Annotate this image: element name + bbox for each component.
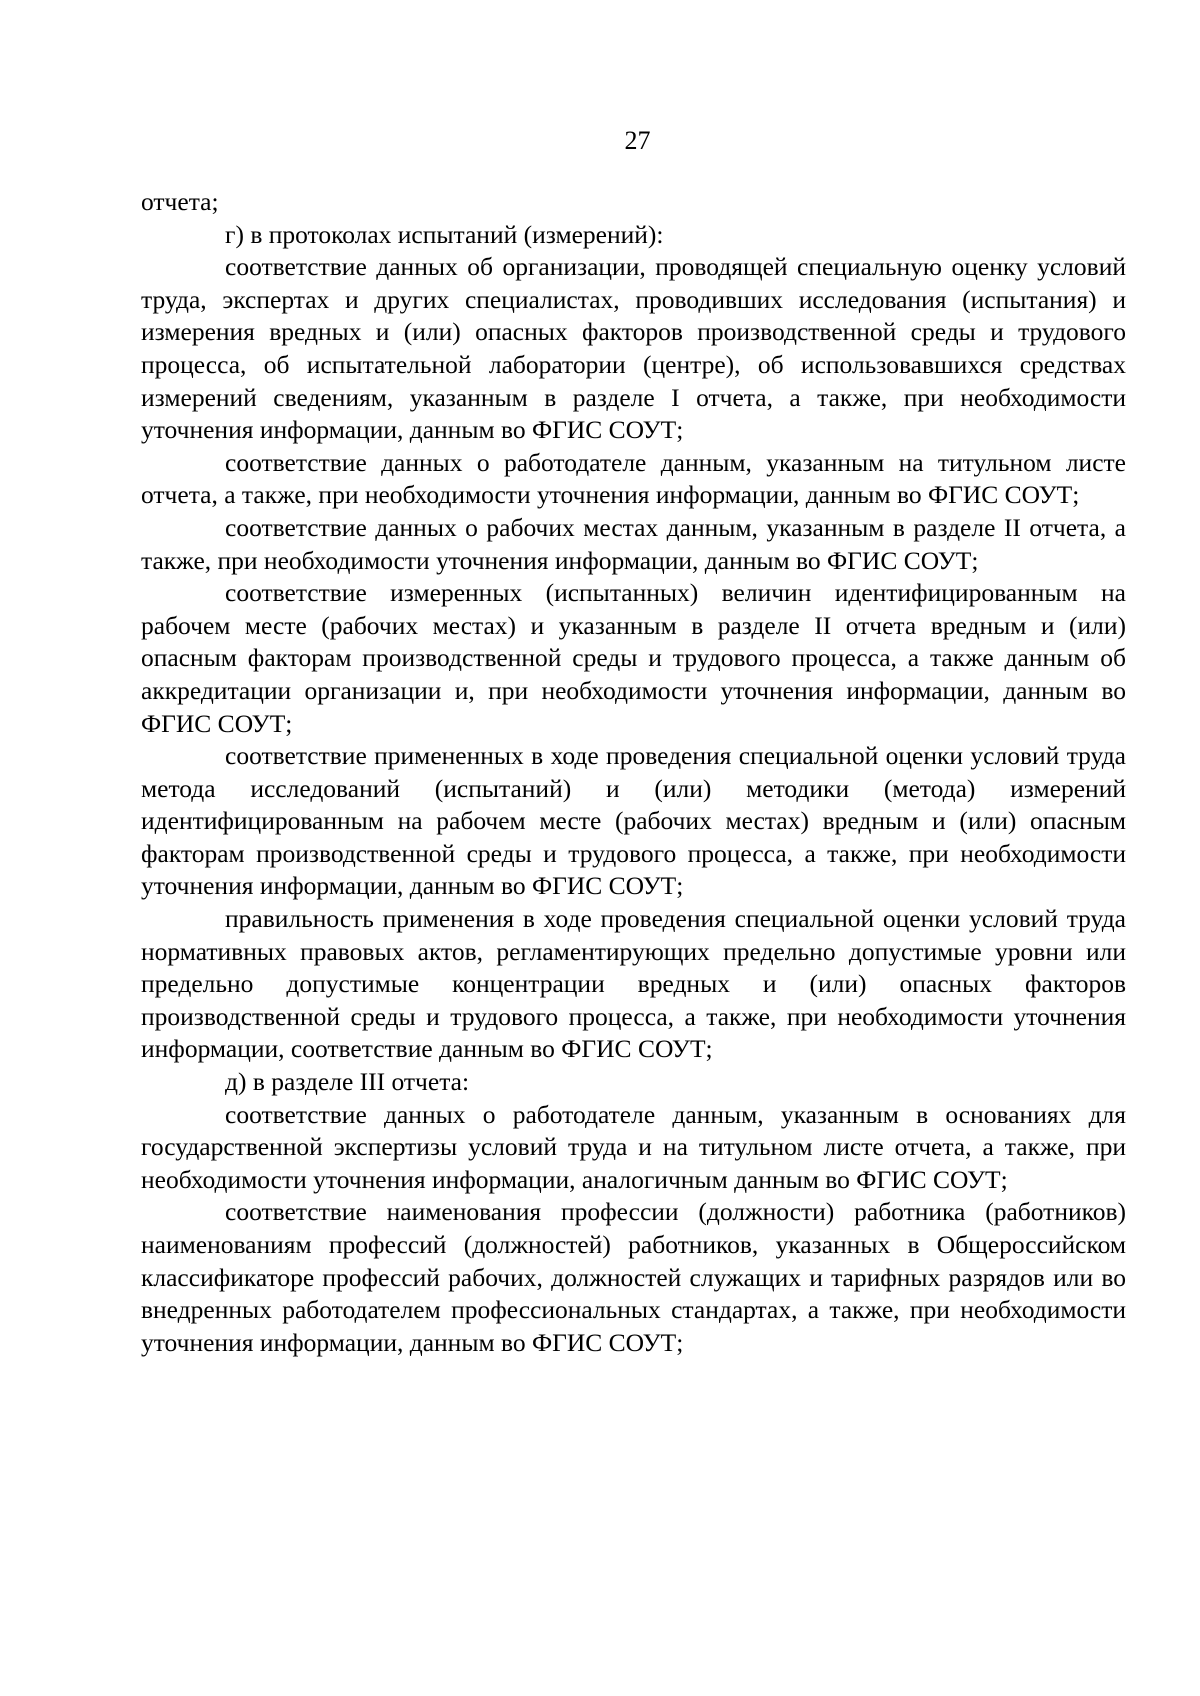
paragraph-profession-names: соответствие наименования профессии (должности) работника (работников) наименованиям профессий (должностей) работников, указанных в Общероссийском классификаторе профессий рабочих, должностей служащих и тарифных разрядов или во внедренных работодателем профессиональных стандартах, а также, при необходимости уточнения информации, данным во ФГИС СОУТ; xyxy=(141,1197,1126,1357)
paragraph-regulations: правильность применения в ходе проведения специальной оценки условий труда нормативных правовых актов, регламентирующих предельно допустимые уровни или предельно допустимые концентрации вредных и (или) опасных факторов производственной среды и трудового процесса, а также, при необходимости уточнения информации, соответствие данным во ФГИС СОУТ; xyxy=(141,904,1126,1064)
document-body xyxy=(141,186,1126,1359)
paragraph-continuation: отчета; xyxy=(141,187,219,216)
paragraph-subsection-g: г) в протоколах испытаний (измерений): xyxy=(225,219,664,249)
paragraph-employer-basis: соответствие данных о работодателе данным, указанным в основаниях для государственной экспертизы условий труда и на титульном листе отчета, а также, при необходимости уточнения информации, аналогичным данным во ФГИС СОУТ; xyxy=(141,1099,1126,1194)
paragraph-workplace-data: соответствие данных о рабочих местах данным, указанным в разделе II отчета, а также, при необходимости уточнения информации, данным во ФГИС СОУТ; xyxy=(141,512,1126,575)
paragraph-subsection-d: д) в разделе III отчета: xyxy=(225,1067,470,1097)
paragraph-methods: соответствие примененных в ходе проведения специальной оценки условий труда метода исследований (испытаний) и (или) методики (метода) измерений идентифицированным на рабочем месте (рабочих местах) вредным и (или) опасным факторам производственной среды и трудового процесса, а также, при необходимости уточнения информации, данным во ФГИС СОУТ; xyxy=(141,741,1126,901)
paragraph-measured-values: соответствие измеренных (испытанных) величин идентифицированным на рабочем месте (рабочих местах) и указанным в разделе II отчета вредным и (или) опасным факторам производственной среды и трудового процесса, а также данным об аккредитации организации и, при необходимости уточнения информации, данным во ФГИС СОУТ; xyxy=(141,578,1126,738)
page-number: 27 xyxy=(624,126,651,155)
paragraph-employer-data: соответствие данных о работодателе данным, указанным на титульном листе отчета, а также, при необходимости уточнения информации, данным во ФГИС СОУТ; xyxy=(141,447,1126,510)
paragraph-organization-data: соответствие данных об организации, проводящей специальную оценку условий труда, экспертах и других специалистах, проводивших исследования (испытания) и измерения вредных и (или) опасных факторов производственной среды и трудового процесса, об испытательной лаборатории (центре), об использовавшихся средствах измерений сведениям, указанным в разделе I отчета, а также, при необходимости уточнения информации, данным во ФГИС СОУТ; xyxy=(141,252,1126,445)
